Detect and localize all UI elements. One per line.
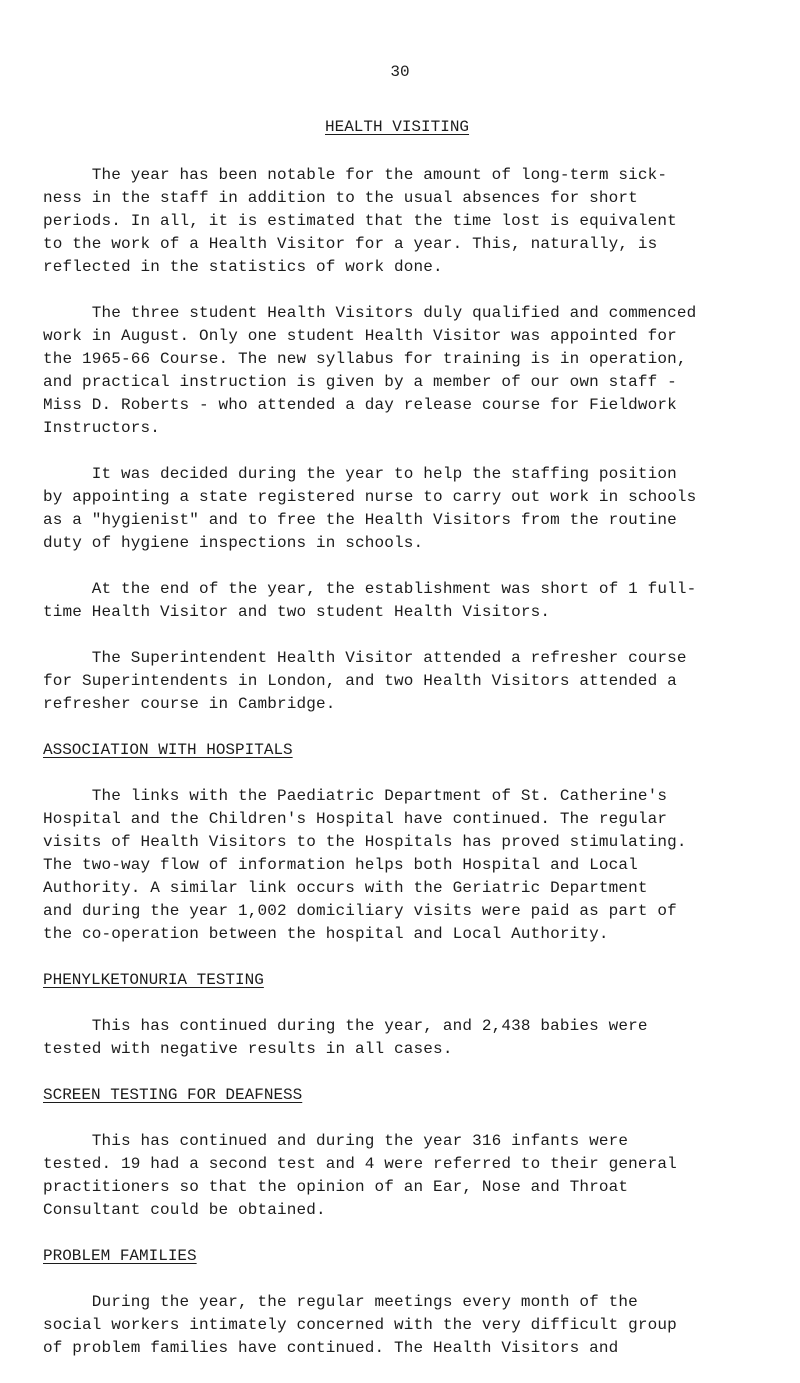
text-line: to the work of a Health Visitor for a year. This, naturally, is [43,235,658,253]
text-line: Hospital and the Children's Hospital have continued. The regular [43,810,668,828]
text-line: as a "hygienist" and to free the Health Visitors from the routine [43,511,677,529]
text-line: At the end of the year, the establishment was short of 1 full- [43,580,697,598]
text-line: Instructors. [43,419,161,437]
paragraph [43,302,783,440]
paragraph [43,647,783,716]
text-line: This has continued during the year, and 2,438 babies were [43,1017,648,1035]
text-line: During the year, the regular meetings every month of the [43,1293,638,1311]
text-line: duty of hygiene inspections in schools. [43,534,424,552]
text-line: the 1965-66 Course. The new syllabus for training is in operation, [43,350,687,368]
section [43,1245,783,1360]
text-line: Consultant could be obtained. [43,1201,326,1219]
text-line: Miss D. Roberts - who attended a day release course for Fieldwork [43,396,677,414]
text-line: The Superintendent Health Visitor attended a refresher course [43,649,687,667]
text-line: ness in the staff in addition to the usual absences for short [43,189,638,207]
text-line: The three student Health Visitors duly qualified and commenced [43,304,697,322]
paragraph [43,463,783,555]
section-heading: ASSOCIATION WITH HOSPITALS [43,741,293,759]
paragraph [43,785,783,946]
text-line: The links with the Paediatric Department of St. Catherine's [43,787,668,805]
text-line: This has continued and during the year 316 infants were [43,1132,629,1150]
text-line: The two-way flow of information helps both Hospital and Local [43,856,638,874]
section [43,969,783,1061]
paragraph [43,1130,783,1222]
text-line: social workers intimately concerned with the very difficult group [43,1316,677,1334]
text-line: periods. In all, it is estimated that the time lost is equivalent [43,212,677,230]
section-heading: SCREEN TESTING FOR DEAFNESS [43,1086,303,1104]
page-title: HEALTH VISITING [325,118,470,136]
text-line: the co-operation between the hospital and Local Authority. [43,925,609,943]
text-line: tested. 19 had a second test and 4 were referred to their general [43,1155,677,1173]
text-line: by appointing a state registered nurse to carry out work in schools [43,488,697,506]
section-heading: PROBLEM FAMILIES [43,1247,197,1265]
text-line: time Health Visitor and two student Health Visitors. [43,603,551,621]
paragraph [43,1015,783,1061]
section [43,739,783,946]
text-line: work in August. Only one student Health Visitor was appointed for [43,327,677,345]
section [43,1084,783,1222]
text-line: It was decided during the year to help the staffing position [43,465,677,483]
text-line: reflected in the statistics of work done. [43,258,443,276]
text-line: for Superintendents in London, and two Health Visitors attended a [43,672,677,690]
paragraph [43,578,783,624]
section [43,164,783,716]
text-line: of problem families have continued. The Health Visitors and [43,1339,619,1357]
text-line: and practical instruction is given by a member of our own staff - [43,373,677,391]
page-number: 30 [390,63,410,81]
paragraph [43,164,783,279]
text-line: tested with negative results in all cases. [43,1040,453,1058]
section-heading: PHENYLKETONURIA TESTING [43,971,264,989]
text-line: The year has been notable for the amount of long-term sick- [43,166,668,184]
text-line: Authority. A similar link occurs with the Geriatric Department [43,879,648,897]
text-line: visits of Health Visitors to the Hospitals has proved stimulating. [43,833,687,851]
text-line: practitioners so that the opinion of an Ear, Nose and Throat [43,1178,629,1196]
document-body [43,164,783,1383]
text-line: and during the year 1,002 domiciliary visits were paid as part of [43,902,677,920]
text-line: refresher course in Cambridge. [43,695,336,713]
paragraph [43,1291,783,1360]
